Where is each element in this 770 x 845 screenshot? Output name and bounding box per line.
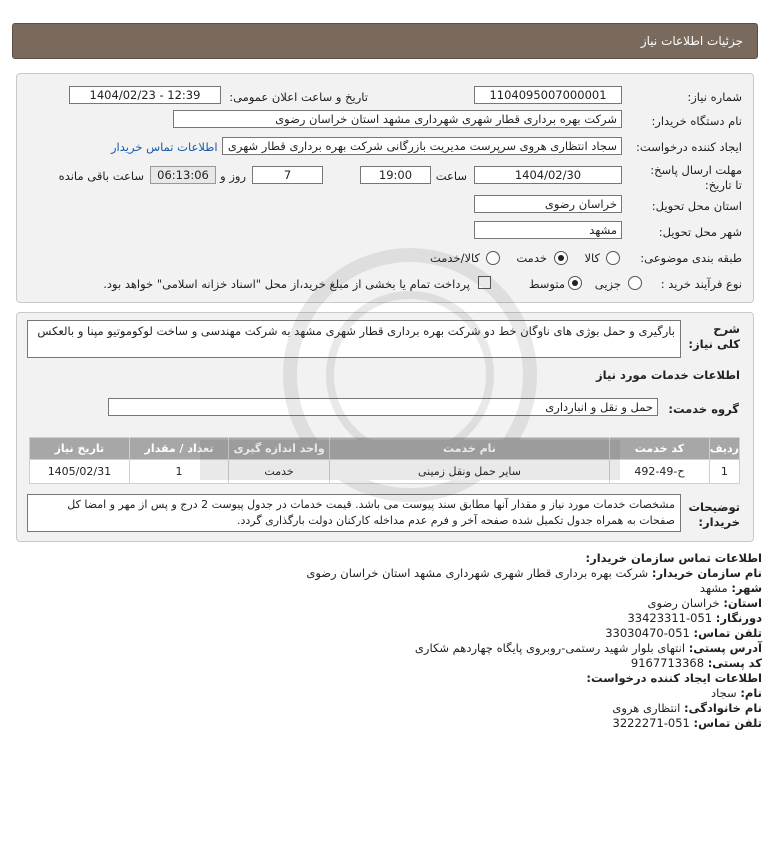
- process-option-minor: جزیی: [594, 277, 621, 291]
- col-header-service-code: کد خدمت: [610, 438, 710, 460]
- contact-fax-label: دورنگار:: [715, 611, 762, 625]
- contact-fax: 051-33423311: [627, 611, 713, 625]
- category-radio-service[interactable]: [554, 251, 568, 265]
- need-number-field[interactable]: 1104095007000001: [474, 86, 622, 104]
- page-title: جزئیات اطلاعات نیاز: [640, 34, 743, 48]
- contact-province-label: استان:: [723, 596, 762, 610]
- contact-city-label: شهر:: [731, 581, 762, 595]
- creator-first-name-label: نام:: [740, 686, 762, 700]
- treasury-payment-note: پرداخت تمام یا بخشی از مبلغ خرید،از محل "اسناد خزانه اسلامی" خواهد بود.: [103, 277, 470, 291]
- deadline-date-field[interactable]: 1404/02/30: [474, 166, 622, 184]
- deadline-time-field[interactable]: 19:00: [360, 166, 431, 184]
- col-header-unit: واحد اندازه گیری: [229, 438, 330, 460]
- category-option-service: خدمت: [516, 251, 547, 265]
- contact-title: اطلاعات تماس سازمان خریدار:: [585, 551, 762, 565]
- process-radio-medium[interactable]: [568, 276, 582, 290]
- category-option-goods: کالا: [584, 251, 600, 265]
- contact-phone-label: تلفن تماس:: [693, 626, 762, 640]
- cell-row-number: 1: [709, 460, 739, 484]
- cell-need-date: 1405/02/31: [30, 460, 130, 484]
- service-group-label: گروه خدمت:: [668, 402, 739, 416]
- creator-first-name: سجاد: [710, 686, 737, 700]
- buyer-contact-link[interactable]: اطلاعات تماس خریدار: [111, 140, 218, 154]
- table-row[interactable]: [30, 460, 740, 484]
- category-label: طبقه بندی موضوعی:: [640, 251, 742, 265]
- cell-quantity: 1: [129, 460, 229, 484]
- description-text: بارگیری و حمل بوژی های ناوگان خط دو شرکت بهره برداری قطار شهری مشهد به شرکت مهندسی و ساخت لوکوموتیو مپنا و بالعکس: [27, 320, 681, 358]
- creator-last-name: انتظاری هروی: [612, 701, 681, 715]
- cell-unit: خدمت: [229, 460, 330, 484]
- col-header-need-date: تاریخ نیاز: [30, 438, 130, 460]
- contact-org: شرکت بهره برداری قطار شهری شهرداری مشهد استان خراسان رضوی: [306, 566, 649, 580]
- col-header-service-name: نام خدمت: [329, 438, 609, 460]
- cell-service-code: ح-49-492: [610, 460, 710, 484]
- services-title: اطلاعات خدمات مورد نیاز: [596, 368, 740, 382]
- deadline-time-label: ساعت: [435, 169, 467, 183]
- contact-phone: 051-33030470: [605, 626, 690, 640]
- announce-label: تاریخ و ساعت اعلان عمومی:: [229, 90, 368, 104]
- buyer-org-field[interactable]: شرکت بهره برداری قطار شهری شهرداری مشهد استان خراسان رضوی: [173, 110, 622, 128]
- process-radio-minor[interactable]: [628, 276, 642, 290]
- contact-org-label: نام سازمان خریدار:: [651, 566, 762, 580]
- description-label: شرح کلی نیاز:: [688, 322, 740, 351]
- table-header-row: [30, 438, 740, 460]
- process-label: نوع فرآیند خرید :: [660, 277, 742, 291]
- city-field[interactable]: مشهد: [474, 221, 622, 239]
- contact-province: خراسان رضوی: [647, 596, 720, 610]
- contact-postal: 9167713368: [630, 656, 705, 670]
- days-field[interactable]: 7: [252, 166, 323, 184]
- province-field[interactable]: خراسان رضوی: [474, 195, 622, 213]
- process-option-medium: متوسط: [528, 277, 565, 291]
- treasury-payment-checkbox[interactable]: [478, 276, 491, 289]
- creator-label: ایجاد کننده درخواست:: [636, 140, 742, 154]
- buyer-notes-text: مشخصات خدمات مورد نیاز و مقدار آنها مطابق سند پیوست می باشد. قیمت خدمات در جدول پیوست 2 درج و پس از مهر و امضا کل صفحات به همراه جدول تکمیل شده صفحه آخر و فرم عدم مداخله کارکنان دولت بارگذاری گردد.: [27, 494, 681, 532]
- contact-address: انتهای بلوار شهید رستمی-روبروی پایگاه چهاردهم شکاری: [414, 641, 686, 655]
- services-table: [29, 437, 740, 484]
- deadline-label: مهلت ارسال پاسخ: تا تاریخ:: [650, 163, 742, 192]
- days-label: روز و: [220, 169, 246, 183]
- creator-phone-label: تلفن تماس:: [693, 716, 762, 730]
- category-radio-goods-service[interactable]: [486, 251, 500, 265]
- buyer-org-label: نام دستگاه خریدار:: [651, 114, 742, 128]
- service-group-field[interactable]: حمل و نقل و انبارداری: [108, 398, 658, 416]
- buyer-notes-label: توضیحات خریدار:: [688, 500, 740, 529]
- creator-phone: 051-3222271: [612, 716, 690, 730]
- col-header-row-number: ردیف: [709, 438, 739, 460]
- page-header: [12, 23, 758, 59]
- remaining-label: ساعت باقی مانده: [58, 169, 144, 183]
- remaining-time-field: 06:13:06: [150, 166, 216, 184]
- creator-info-title: اطلاعات ایجاد کننده درخواست:: [586, 671, 762, 685]
- contact-address-label: آدرس پستی:: [688, 641, 762, 655]
- contact-postal-label: کد پستی:: [707, 656, 762, 670]
- creator-last-name-label: نام خانوادگی:: [684, 701, 762, 715]
- category-radio-goods[interactable]: [606, 251, 620, 265]
- contact-city: مشهد: [699, 581, 728, 595]
- col-header-quantity: تعداد / مقدار: [129, 438, 229, 460]
- province-label: استان محل تحویل:: [651, 199, 742, 213]
- city-label: شهر محل تحویل:: [658, 225, 742, 239]
- need-number-label: شماره نیاز:: [687, 90, 742, 104]
- contact-section: [22, 551, 762, 731]
- cell-service-name: سایر حمل ونقل زمینی: [329, 460, 609, 484]
- announce-datetime-field[interactable]: 1404/02/23 - 12:39: [69, 86, 221, 104]
- category-option-goods-service: کالا/خدمت: [429, 251, 480, 265]
- creator-field[interactable]: سجاد انتظاری هروی سرپرست مدیریت بازرگانی شرکت بهره برداری قطار شهری: [222, 137, 622, 155]
